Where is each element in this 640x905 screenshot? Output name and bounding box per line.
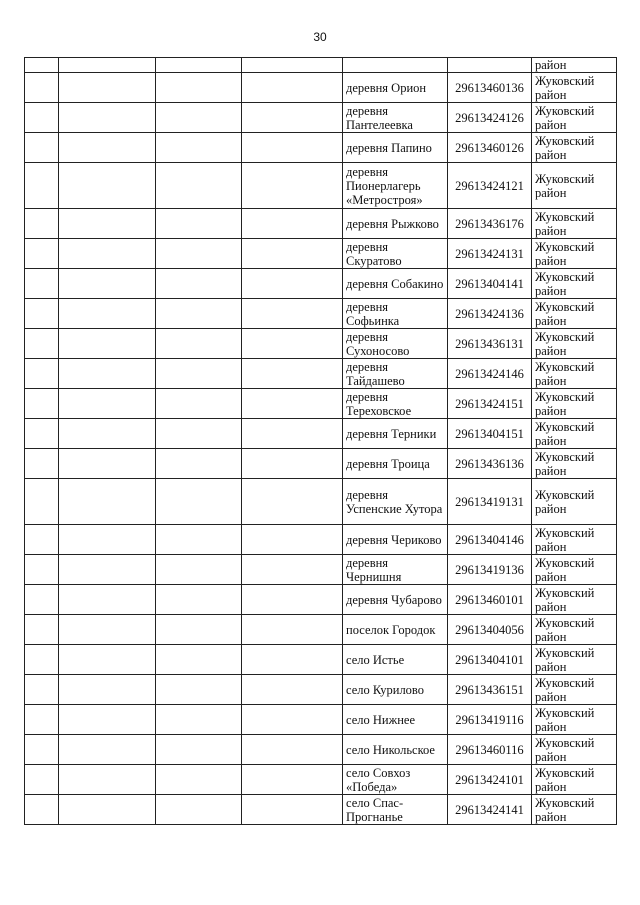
empty-cell — [242, 329, 343, 359]
empty-cell — [25, 58, 59, 73]
empty-cell — [25, 239, 59, 269]
oktmo-code-cell: 29613404151 — [448, 419, 532, 449]
empty-cell — [156, 209, 242, 239]
table-row — [25, 675, 617, 705]
settlement-name-cell: деревня Троица — [343, 449, 448, 479]
oktmo-code-cell: 29613460116 — [448, 735, 532, 765]
settlement-name-cell: село Истье — [343, 645, 448, 675]
empty-cell — [156, 735, 242, 765]
empty-cell — [25, 555, 59, 585]
empty-cell — [156, 765, 242, 795]
empty-cell — [25, 795, 59, 825]
table-row — [25, 795, 617, 825]
district-cell: Жуковский район — [532, 209, 617, 239]
empty-cell — [59, 615, 156, 645]
district-cell: район — [532, 58, 617, 73]
empty-cell — [25, 615, 59, 645]
table-row — [25, 103, 617, 133]
district-cell: Жуковский район — [532, 239, 617, 269]
table-row — [25, 419, 617, 449]
empty-cell — [156, 133, 242, 163]
settlement-name-cell: деревня Собакино — [343, 269, 448, 299]
district-cell: Жуковский район — [532, 615, 617, 645]
empty-cell — [242, 163, 343, 209]
district-cell: Жуковский район — [532, 479, 617, 525]
table-row — [25, 389, 617, 419]
empty-cell — [25, 269, 59, 299]
empty-cell — [25, 209, 59, 239]
settlement-name-cell: деревня Пионерлагерь «Метростроя» — [343, 163, 448, 209]
empty-cell — [156, 555, 242, 585]
empty-cell — [242, 58, 343, 73]
table-row — [25, 133, 617, 163]
empty-cell — [25, 645, 59, 675]
district-cell: Жуковский район — [532, 585, 617, 615]
empty-cell — [59, 299, 156, 329]
empty-cell — [59, 449, 156, 479]
table-row — [25, 163, 617, 209]
oktmo-code-cell: 29613419136 — [448, 555, 532, 585]
district-cell: Жуковский район — [532, 299, 617, 329]
empty-cell — [59, 329, 156, 359]
empty-cell — [242, 419, 343, 449]
settlement-name-cell: село Спас-Прогнанье — [343, 795, 448, 825]
empty-cell — [242, 239, 343, 269]
empty-cell — [156, 479, 242, 525]
settlement-name-cell: деревня Сухоносово — [343, 329, 448, 359]
oktmo-code-cell: 29613436151 — [448, 675, 532, 705]
settlement-name-cell: село Нижнее — [343, 705, 448, 735]
oktmo-code-cell: 29613436131 — [448, 329, 532, 359]
empty-cell — [25, 329, 59, 359]
empty-cell — [242, 449, 343, 479]
table-row — [25, 705, 617, 735]
empty-cell — [25, 705, 59, 735]
empty-cell — [242, 525, 343, 555]
empty-cell — [156, 615, 242, 645]
oktmo-code-cell: 29613424136 — [448, 299, 532, 329]
settlement-registry-table — [24, 57, 617, 825]
empty-cell — [156, 269, 242, 299]
empty-cell — [59, 585, 156, 615]
empty-cell — [59, 133, 156, 163]
district-cell: Жуковский район — [532, 269, 617, 299]
oktmo-code-cell: 29613404101 — [448, 645, 532, 675]
settlement-name-cell: деревня Пантелеевка — [343, 103, 448, 133]
empty-cell — [25, 133, 59, 163]
empty-cell — [25, 765, 59, 795]
empty-cell — [25, 585, 59, 615]
empty-cell — [25, 103, 59, 133]
empty-cell — [59, 705, 156, 735]
oktmo-code-cell: 29613436136 — [448, 449, 532, 479]
district-cell: Жуковский район — [532, 705, 617, 735]
oktmo-code-cell — [448, 58, 532, 73]
empty-cell — [59, 765, 156, 795]
district-cell: Жуковский район — [532, 163, 617, 209]
table-row — [25, 555, 617, 585]
settlement-name-cell: село Курилово — [343, 675, 448, 705]
oktmo-code-cell: 29613424151 — [448, 389, 532, 419]
empty-cell — [156, 329, 242, 359]
table-row — [25, 209, 617, 239]
page-number: 30 — [313, 30, 327, 44]
district-cell: Жуковский район — [532, 419, 617, 449]
table-row — [25, 525, 617, 555]
oktmo-code-cell: 29613404146 — [448, 525, 532, 555]
empty-cell — [242, 209, 343, 239]
empty-cell — [59, 239, 156, 269]
empty-cell — [59, 209, 156, 239]
table-row — [25, 645, 617, 675]
empty-cell — [59, 269, 156, 299]
table-row — [25, 359, 617, 389]
empty-cell — [25, 163, 59, 209]
settlement-name-cell — [343, 58, 448, 73]
empty-cell — [156, 239, 242, 269]
district-cell: Жуковский район — [532, 389, 617, 419]
settlement-name-cell: село Совхоз «Победа» — [343, 765, 448, 795]
district-cell: Жуковский район — [532, 795, 617, 825]
empty-cell — [242, 675, 343, 705]
empty-cell — [242, 795, 343, 825]
empty-cell — [156, 103, 242, 133]
empty-cell — [156, 705, 242, 735]
empty-cell — [25, 479, 59, 525]
empty-cell — [25, 299, 59, 329]
empty-cell — [156, 585, 242, 615]
oktmo-code-cell: 29613419116 — [448, 705, 532, 735]
oktmo-code-cell: 29613404141 — [448, 269, 532, 299]
empty-cell — [59, 359, 156, 389]
empty-cell — [156, 525, 242, 555]
table-row — [25, 299, 617, 329]
oktmo-code-cell: 29613436176 — [448, 209, 532, 239]
district-cell: Жуковский район — [532, 103, 617, 133]
empty-cell — [242, 73, 343, 103]
empty-cell — [242, 103, 343, 133]
district-cell: Жуковский район — [532, 133, 617, 163]
empty-cell — [25, 449, 59, 479]
oktmo-code-cell: 29613460101 — [448, 585, 532, 615]
empty-cell — [156, 299, 242, 329]
district-cell: Жуковский район — [532, 329, 617, 359]
settlement-name-cell: деревня Тереховское — [343, 389, 448, 419]
district-cell: Жуковский район — [532, 675, 617, 705]
empty-cell — [59, 525, 156, 555]
empty-cell — [59, 419, 156, 449]
empty-cell — [59, 163, 156, 209]
district-cell: Жуковский район — [532, 645, 617, 675]
empty-cell — [242, 479, 343, 525]
table-row — [25, 239, 617, 269]
empty-cell — [156, 675, 242, 705]
oktmo-code-cell: 29613419131 — [448, 479, 532, 525]
empty-cell — [242, 269, 343, 299]
empty-cell — [59, 73, 156, 103]
empty-cell — [242, 133, 343, 163]
empty-cell — [242, 389, 343, 419]
oktmo-code-cell: 29613424126 — [448, 103, 532, 133]
table-row — [25, 73, 617, 103]
settlement-name-cell: деревня Орион — [343, 73, 448, 103]
empty-cell — [156, 58, 242, 73]
table-row — [25, 585, 617, 615]
settlement-name-cell: деревня Чубарово — [343, 585, 448, 615]
empty-cell — [242, 615, 343, 645]
empty-cell — [25, 419, 59, 449]
empty-cell — [242, 705, 343, 735]
empty-cell — [59, 645, 156, 675]
empty-cell — [156, 795, 242, 825]
empty-cell — [25, 735, 59, 765]
oktmo-code-cell: 29613460126 — [448, 133, 532, 163]
settlement-name-cell: деревня Терники — [343, 419, 448, 449]
district-cell: Жуковский район — [532, 449, 617, 479]
settlement-name-cell: деревня Папино — [343, 133, 448, 163]
district-cell: Жуковский район — [532, 359, 617, 389]
table-row — [25, 449, 617, 479]
oktmo-code-cell: 29613424121 — [448, 163, 532, 209]
district-cell: Жуковский район — [532, 765, 617, 795]
table-row — [25, 615, 617, 645]
empty-cell — [242, 765, 343, 795]
settlement-name-cell: деревня Тайдашево — [343, 359, 448, 389]
oktmo-code-cell: 29613424131 — [448, 239, 532, 269]
oktmo-code-cell: 29613424146 — [448, 359, 532, 389]
district-cell: Жуковский район — [532, 735, 617, 765]
district-cell: Жуковский район — [532, 73, 617, 103]
oktmo-code-cell: 29613460136 — [448, 73, 532, 103]
settlement-name-cell: деревня Успенские Хутора — [343, 479, 448, 525]
empty-cell — [156, 419, 242, 449]
empty-cell — [25, 675, 59, 705]
settlement-name-cell: деревня Рыжково — [343, 209, 448, 239]
empty-cell — [156, 645, 242, 675]
empty-cell — [156, 449, 242, 479]
district-cell: Жуковский район — [532, 555, 617, 585]
empty-cell — [59, 479, 156, 525]
empty-cell — [59, 735, 156, 765]
table-row — [25, 479, 617, 525]
settlement-name-cell: село Никольское — [343, 735, 448, 765]
empty-cell — [156, 163, 242, 209]
settlement-name-cell: деревня Софьинка — [343, 299, 448, 329]
empty-cell — [156, 389, 242, 419]
district-cell: Жуковский район — [532, 525, 617, 555]
empty-cell — [242, 555, 343, 585]
settlement-name-cell: деревня Чериково — [343, 525, 448, 555]
table-row — [25, 329, 617, 359]
settlement-name-cell: деревня Чернишня — [343, 555, 448, 585]
empty-cell — [25, 73, 59, 103]
empty-cell — [242, 645, 343, 675]
table-row — [25, 765, 617, 795]
oktmo-code-cell: 29613424141 — [448, 795, 532, 825]
table-row — [25, 735, 617, 765]
empty-cell — [242, 735, 343, 765]
empty-cell — [25, 525, 59, 555]
oktmo-code-cell: 29613404056 — [448, 615, 532, 645]
settlement-name-cell: деревня Скуратово — [343, 239, 448, 269]
empty-cell — [59, 58, 156, 73]
empty-cell — [59, 675, 156, 705]
empty-cell — [25, 389, 59, 419]
empty-cell — [59, 555, 156, 585]
empty-cell — [25, 359, 59, 389]
table-row — [25, 269, 617, 299]
settlement-name-cell: поселок Городок — [343, 615, 448, 645]
empty-cell — [242, 585, 343, 615]
empty-cell — [242, 299, 343, 329]
empty-cell — [59, 795, 156, 825]
empty-cell — [156, 73, 242, 103]
empty-cell — [59, 103, 156, 133]
empty-cell — [242, 359, 343, 389]
oktmo-code-cell: 29613424101 — [448, 765, 532, 795]
empty-cell — [156, 359, 242, 389]
empty-cell — [59, 389, 156, 419]
table-row — [25, 58, 617, 73]
registry-body — [25, 58, 617, 825]
